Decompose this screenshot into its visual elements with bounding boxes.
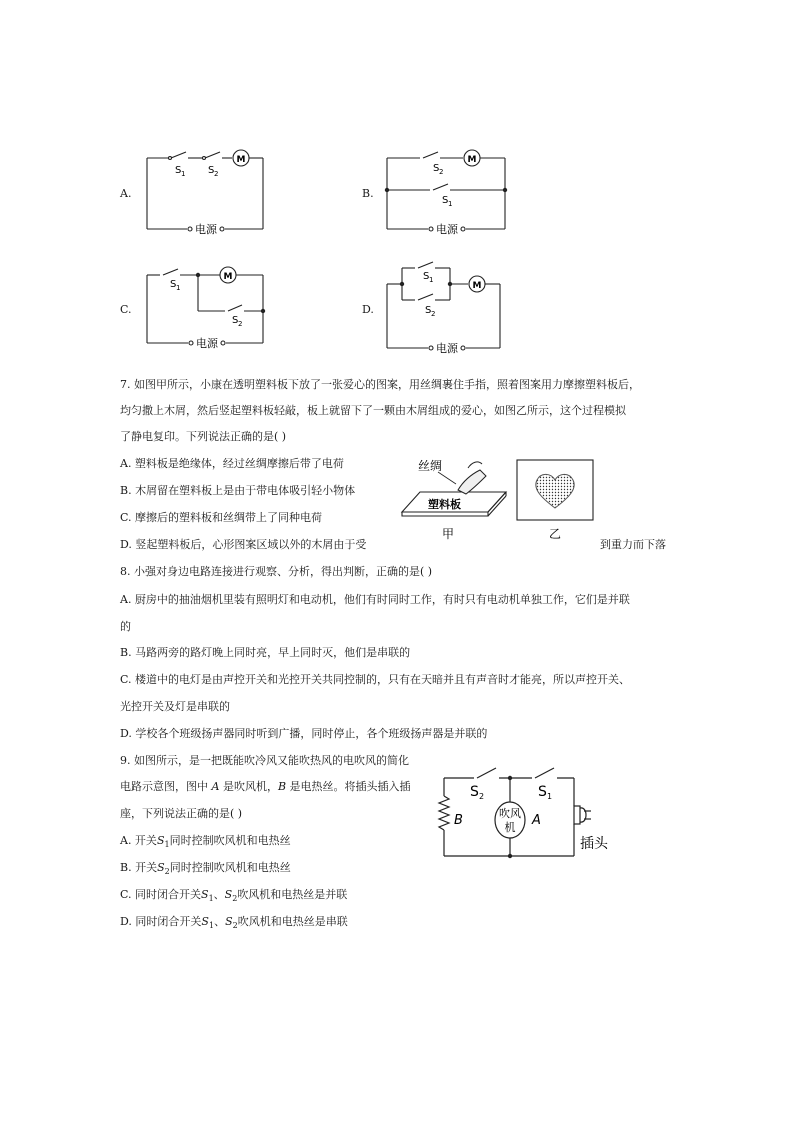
svg-text:1: 1 xyxy=(429,276,434,284)
q7-figure-jia xyxy=(398,454,510,544)
figure-yi-caption: 乙 xyxy=(548,527,562,541)
svg-text:S: S xyxy=(175,165,182,176)
svg-text:S: S xyxy=(423,271,430,282)
board-label: 塑料板 xyxy=(428,498,461,511)
figure-jia-caption: 甲 xyxy=(441,527,455,541)
svg-text:M: M xyxy=(467,155,477,165)
q7-stem-line3: 了静电复印。下列说法正确的是( ) xyxy=(120,430,287,443)
svg-text:S: S xyxy=(170,279,177,290)
circuit-diagram-d xyxy=(380,260,510,356)
svg-text:S: S xyxy=(470,784,479,800)
q9-option-b: B. 开关$S_2$同时控制吹风机和电热丝 xyxy=(120,861,291,877)
svg-text:1: 1 xyxy=(448,200,453,208)
option-b-label: B. xyxy=(362,187,374,200)
svg-text:S: S xyxy=(208,165,215,176)
fan-label: A xyxy=(532,813,541,828)
q7-option-a: A. 塑料板是绝缘体，经过丝绸摩擦后带了电荷 xyxy=(120,457,344,470)
q8-option-d: D. 学校各个班级扬声器同时听到广播，同时停止，各个班级扬声器是并联的 xyxy=(120,727,488,740)
q9-hairdryer-circuit xyxy=(434,764,614,864)
svg-text:S: S xyxy=(538,784,547,800)
plug-label: 插头 xyxy=(580,836,608,852)
svg-text:1: 1 xyxy=(547,792,553,801)
q9-stem-line1: 9. 如图所示，是一把既能吹冷风又能吹热风的电吹风的简化 xyxy=(120,754,409,767)
svg-text:2: 2 xyxy=(214,170,219,178)
option-c-label: C. xyxy=(120,303,132,316)
circuit-diagram-a xyxy=(140,148,270,238)
q7-option-d-right: 到重力而下落 xyxy=(600,538,666,551)
q8-option-c-line1: C. 楼道中的电灯是由声控开关和光控开关共同控制的，只有在天暗并且有声音时才能亮，所以声控开关、 xyxy=(120,673,631,686)
q9-option-c: C. 同时闭合开关$S_1$、$S_2$吹风机和电热丝是并联 xyxy=(120,888,348,904)
svg-text:电源: 电源 xyxy=(436,223,458,236)
q7-stem-line1: 7. 如图甲所示，小康在透明塑料板下放了一张爱心的图案，用丝绸裹住手指，照着图案用力摩擦塑料板后， xyxy=(120,378,640,391)
svg-text:1: 1 xyxy=(176,284,181,292)
svg-text:电源: 电源 xyxy=(436,342,458,355)
svg-text:S: S xyxy=(433,163,440,174)
svg-text:S: S xyxy=(442,195,449,206)
svg-text:2: 2 xyxy=(439,168,444,176)
svg-text:电源: 电源 xyxy=(196,337,218,350)
q7-option-c: C. 摩擦后的塑料板和丝绸带上了同种电荷 xyxy=(120,511,323,524)
q8-stem: 8. 小强对身边电路连接进行观察、分析，得出判断，正确的是( ) xyxy=(120,565,433,578)
q7-stem-line2: 均匀撒上木屑，然后竖起塑料板轻敲，板上就留下了一颗由木屑组成的爱心，如图乙所示，这个过程模拟 xyxy=(120,404,626,417)
heater-label: B xyxy=(454,813,463,828)
fan-text-line2: 机 xyxy=(504,821,516,834)
svg-text:1: 1 xyxy=(181,170,186,178)
motor-label: M xyxy=(236,155,246,165)
q8-option-a-line1: A. 厨房中的抽油烟机里装有照明灯和电动机，他们有时同时工作，有时只有电动机单独工作，它们是并联 xyxy=(120,593,630,606)
q7-option-b: B. 木屑留在塑料板上是由于带电体吸引轻小物体 xyxy=(120,484,356,497)
svg-text:M: M xyxy=(223,272,233,282)
q8-option-a-line2: 的 xyxy=(120,620,131,633)
silk-label: 丝绸 xyxy=(418,459,443,473)
q9-option-d: D. 同时闭合开关$S_1$、$S_2$吹风机和电热丝是串联 xyxy=(120,915,348,931)
power-label: 电源 xyxy=(195,223,217,236)
q8-option-b: B. 马路两旁的路灯晚上同时亮，早上同时灭，他们是串联的 xyxy=(120,646,411,659)
svg-text:2: 2 xyxy=(431,310,436,318)
svg-text:2: 2 xyxy=(479,792,485,801)
svg-text:2: 2 xyxy=(238,320,243,328)
option-a-label: A. xyxy=(120,187,132,200)
q9-option-a: A. 开关$S_1$同时控制吹风机和电热丝 xyxy=(120,834,291,850)
q9-stem-line2: 电路示意图，图中 A 是吹风机，B 是电热丝。将插头插入插 xyxy=(120,780,411,793)
svg-text:S: S xyxy=(232,315,239,326)
option-d-label: D. xyxy=(362,303,374,316)
svg-text:S: S xyxy=(425,305,432,316)
q7-figure-yi xyxy=(515,458,595,544)
circuit-diagram-b xyxy=(380,148,510,240)
fan-text-line1: 吹风 xyxy=(499,807,521,820)
svg-text:M: M xyxy=(472,281,482,291)
circuit-diagram-c xyxy=(140,262,270,354)
q7-option-d-left: D. 竖起塑料板后，心形图案区域以外的木屑由于受 xyxy=(120,538,367,551)
q8-option-c-line2: 光控开关及灯是串联的 xyxy=(120,700,230,713)
q9-stem-line3: 座，下列说法正确的是( ) xyxy=(120,807,243,820)
